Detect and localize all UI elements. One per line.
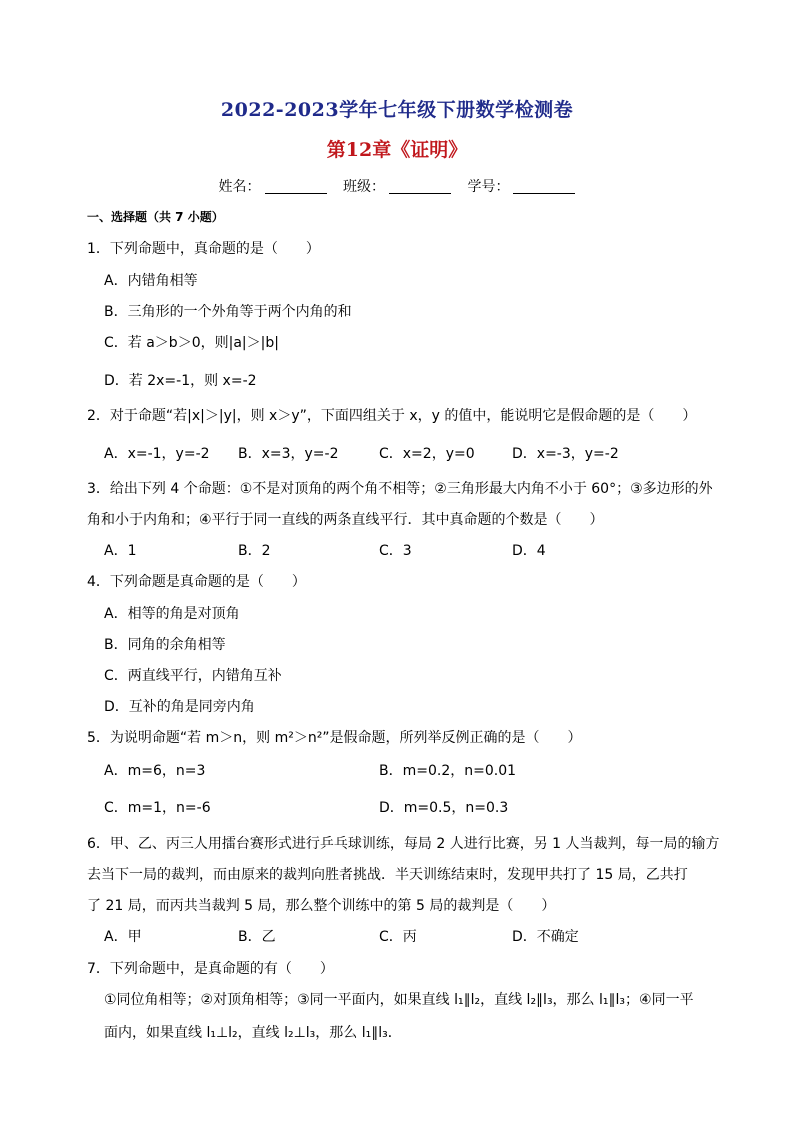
q4-stem: 4．下列命题是真命题的是（ ）: [87, 574, 306, 590]
student-info: [0, 176, 794, 196]
q6-stem-line2: 去当下一局的裁判，而由原来的裁判向胜者挑战．半天训练结束时，发现甲共打了 15 局，乙共打: [87, 867, 688, 883]
q1-stem: 1．下列命题中，真命题的是（ ）: [87, 241, 320, 257]
q5-option-b: B．m=0.2，n=0.01: [379, 763, 517, 779]
id-label: 学号：: [467, 179, 510, 195]
name-blank: [265, 179, 327, 194]
q6-stem-line3: 了 21 局，而丙共当裁判 5 局，那么整个训练中的第 5 局的裁判是（ ）: [87, 898, 556, 914]
id-field: [467, 176, 575, 196]
q7-statements-line2: 面内，如果直线 l₁⊥l₂，直线 l₂⊥l₃，那么 l₁∥l₃．: [104, 1025, 402, 1041]
q2-stem: 2．对于命题“若|x|＞|y|，则 x＞y”，下面四组关于 x，y 的值中，能说明它是假命题的是（ ）: [87, 408, 697, 424]
q2-option-a: A．x=-1，y=-2: [104, 446, 210, 462]
class-field: [343, 176, 451, 196]
name-label: 姓名：: [218, 179, 261, 195]
q5-option-c: C．m=1，n=-6: [104, 800, 211, 816]
q1-option-a: A．内错角相等: [104, 273, 198, 289]
q3-stem-line2: 角和小于内角和；④平行于同一直线的两条直线平行．其中真命题的个数是（ ）: [87, 512, 604, 528]
q5-option-d: D．m=0.5，n=0.3: [379, 800, 509, 816]
q1-option-b: B．三角形的一个外角等于两个内角的和: [104, 304, 352, 320]
q3-stem-line1: 3．给出下列 4 个命题：①不是对顶角的两个角不相等；②三角形最大内角不小于 60°；③多边形的外: [87, 481, 713, 497]
q5-options-row2: [0, 797, 794, 817]
class-label: 班级：: [343, 179, 385, 195]
chapter-title: 第12章《证明》: [326, 139, 468, 161]
exam-title: 2022-2023学年七年级下册数学检测卷: [220, 99, 574, 121]
q6-option-a: A．甲: [104, 929, 142, 945]
q6-options: [0, 926, 794, 946]
q3-options: [0, 540, 794, 560]
q2-options: [0, 443, 794, 463]
q6-option-c: C．丙: [379, 929, 417, 945]
q7-stem: 7．下列命题中，是真命题的有（ ）: [87, 961, 334, 977]
q5-stem: 5．为说明命题“若 m＞n，则 m²＞n²”是假命题，所列举反例正确的是（ ）: [87, 730, 582, 746]
q3-option-d: D．4: [512, 543, 546, 559]
q2-option-c: C．x=2，y=0: [379, 446, 475, 462]
q4-option-a: A．相等的角是对顶角: [104, 606, 240, 622]
class-blank: [389, 179, 451, 194]
q2-option-d: D．x=-3，y=-2: [512, 446, 619, 462]
q1-option-c: C．若 a＞b＞0，则|a|＞|b|: [104, 335, 279, 351]
q5-options-row1: [0, 760, 794, 780]
q6-option-d: D．不确定: [512, 929, 579, 945]
q6-stem-line1: 6．甲、乙、丙三人用擂台赛形式进行乒乓球训练，每局 2 人进行比赛，另 1 人当裁判，每一局的输方: [87, 836, 720, 852]
name-field: [219, 176, 327, 196]
q3-option-a: A．1: [104, 543, 137, 559]
id-blank: [513, 179, 575, 194]
q2-option-b: B．x=3，y=-2: [238, 446, 339, 462]
q3-option-b: B．2: [238, 543, 271, 559]
q4-option-d: D．互补的角是同旁内角: [104, 699, 255, 715]
q7-statements-line1: ①同位角相等；②对顶角相等；③同一平面内，如果直线 l₁∥l₂，直线 l₂∥l₃，那么 l₁∥l₃；④同一平: [104, 992, 694, 1008]
q1-option-d: D．若 2x=-1，则 x=-2: [104, 373, 257, 389]
q4-option-c: C．两直线平行，内错角互补: [104, 668, 282, 684]
q6-option-b: B．乙: [238, 929, 276, 945]
q4-option-b: B．同角的余角相等: [104, 637, 226, 653]
q3-option-c: C．3: [379, 543, 412, 559]
q5-option-a: A．m=6，n=3: [104, 763, 206, 779]
section-heading: 一、选择题（共 7 小题）: [87, 210, 224, 224]
